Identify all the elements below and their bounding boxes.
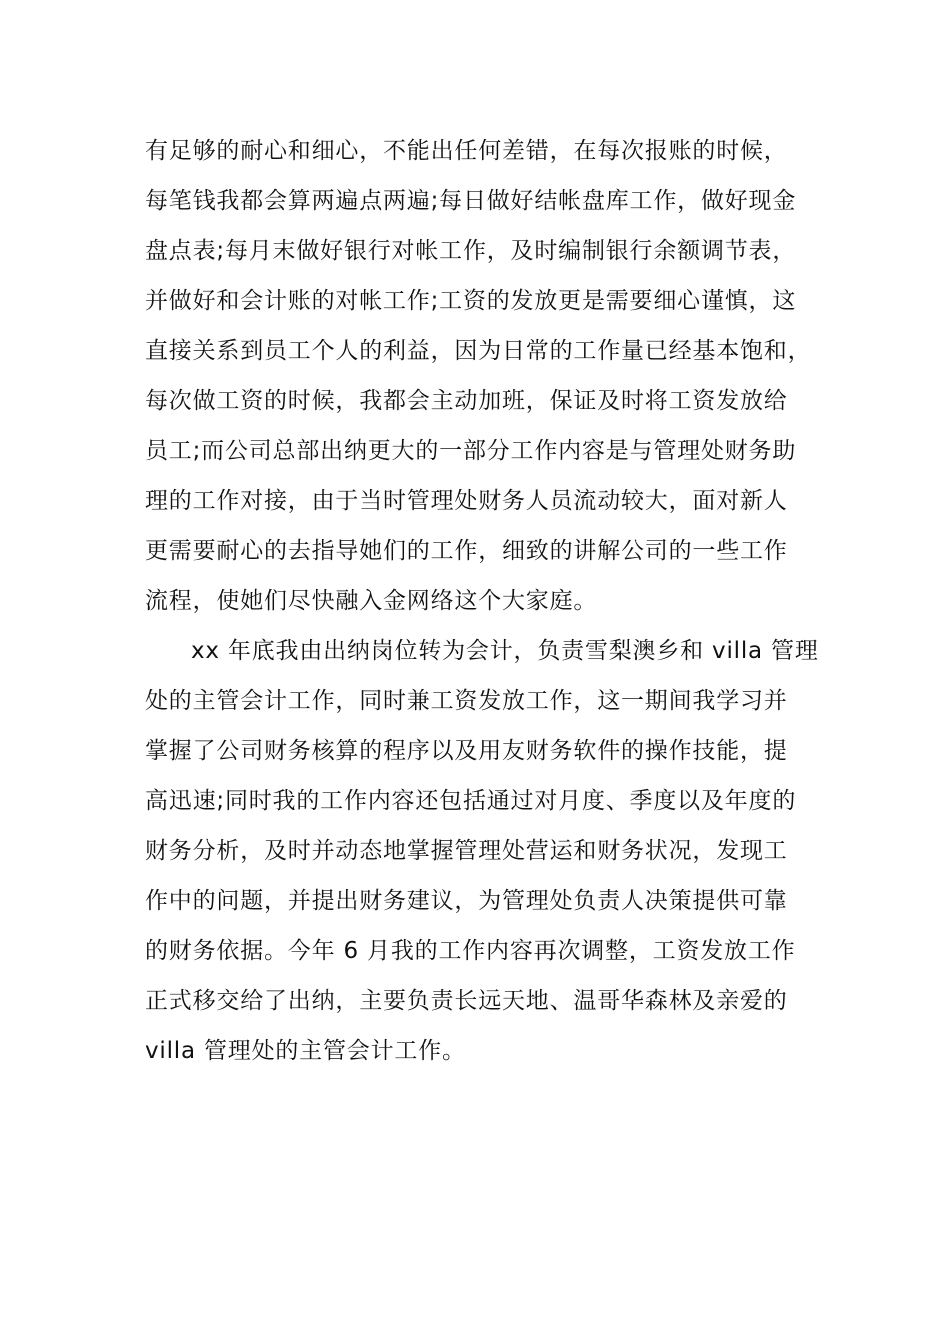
text-line: 正式移交给了出纳，主要负责长远天地、温哥华森林及亲爱的 bbox=[145, 988, 788, 1014]
text-line: 掌握了公司财务核算的程序以及用友财务软件的操作技能，提 bbox=[145, 738, 788, 764]
text-line: villa 管理处的主管会计工作。 bbox=[145, 1038, 466, 1064]
text-line: 财务分析，及时并动态地掌握管理处营运和财务状况，发现工 bbox=[145, 838, 788, 864]
text-line: 有足够的耐心和细心，不能出任何差错，在每次报账的时候， bbox=[145, 138, 788, 164]
text-line: 每次做工资的时候，我都会主动加班，保证及时将工资发放给 bbox=[145, 388, 788, 414]
text-line: 高迅速;同时我的工作内容还包括通过对月度、季度以及年度的 bbox=[145, 788, 797, 814]
text-line: 盘点表;每月末做好银行对帐工作，及时编制银行余额调节表， bbox=[145, 238, 797, 264]
text-line: 每笔钱我都会算两遍点两遍;每日做好结帐盘库工作，做好现金 bbox=[145, 188, 797, 214]
paragraph-start-line: xx 年底我由出纳岗位转为会计，负责雪梨澳乡和 villa 管理 bbox=[191, 638, 819, 664]
text-line: 作中的问题，并提出财务建议，为管理处负责人决策提供可靠 bbox=[145, 888, 788, 914]
text-line: 并做好和会计账的对帐工作;工资的发放更是需要细心谨慎，这 bbox=[145, 288, 797, 314]
text-line: 的财务依据。今年 6 月我的工作内容再次调整，工资发放工作 bbox=[145, 938, 796, 964]
text-line: 处的主管会计工作，同时兼工资发放工作，这一期间我学习并 bbox=[145, 688, 788, 714]
text-line: 理的工作对接，由于当时管理处财务人员流动较大，面对新人 bbox=[145, 488, 788, 514]
text-line: 员工;而公司总部出纳更大的一部分工作内容是与管理处财务助 bbox=[145, 438, 797, 464]
text-line: 流程，使她们尽快融入金网络这个大家庭。 bbox=[145, 588, 598, 614]
text-line: 直接关系到员工个人的利益，因为日常的工作量已经基本饱和， bbox=[145, 338, 812, 364]
document-body bbox=[145, 126, 825, 1076]
text-line: 更需要耐心的去指导她们的工作，细致的讲解公司的一些工作 bbox=[145, 538, 788, 564]
